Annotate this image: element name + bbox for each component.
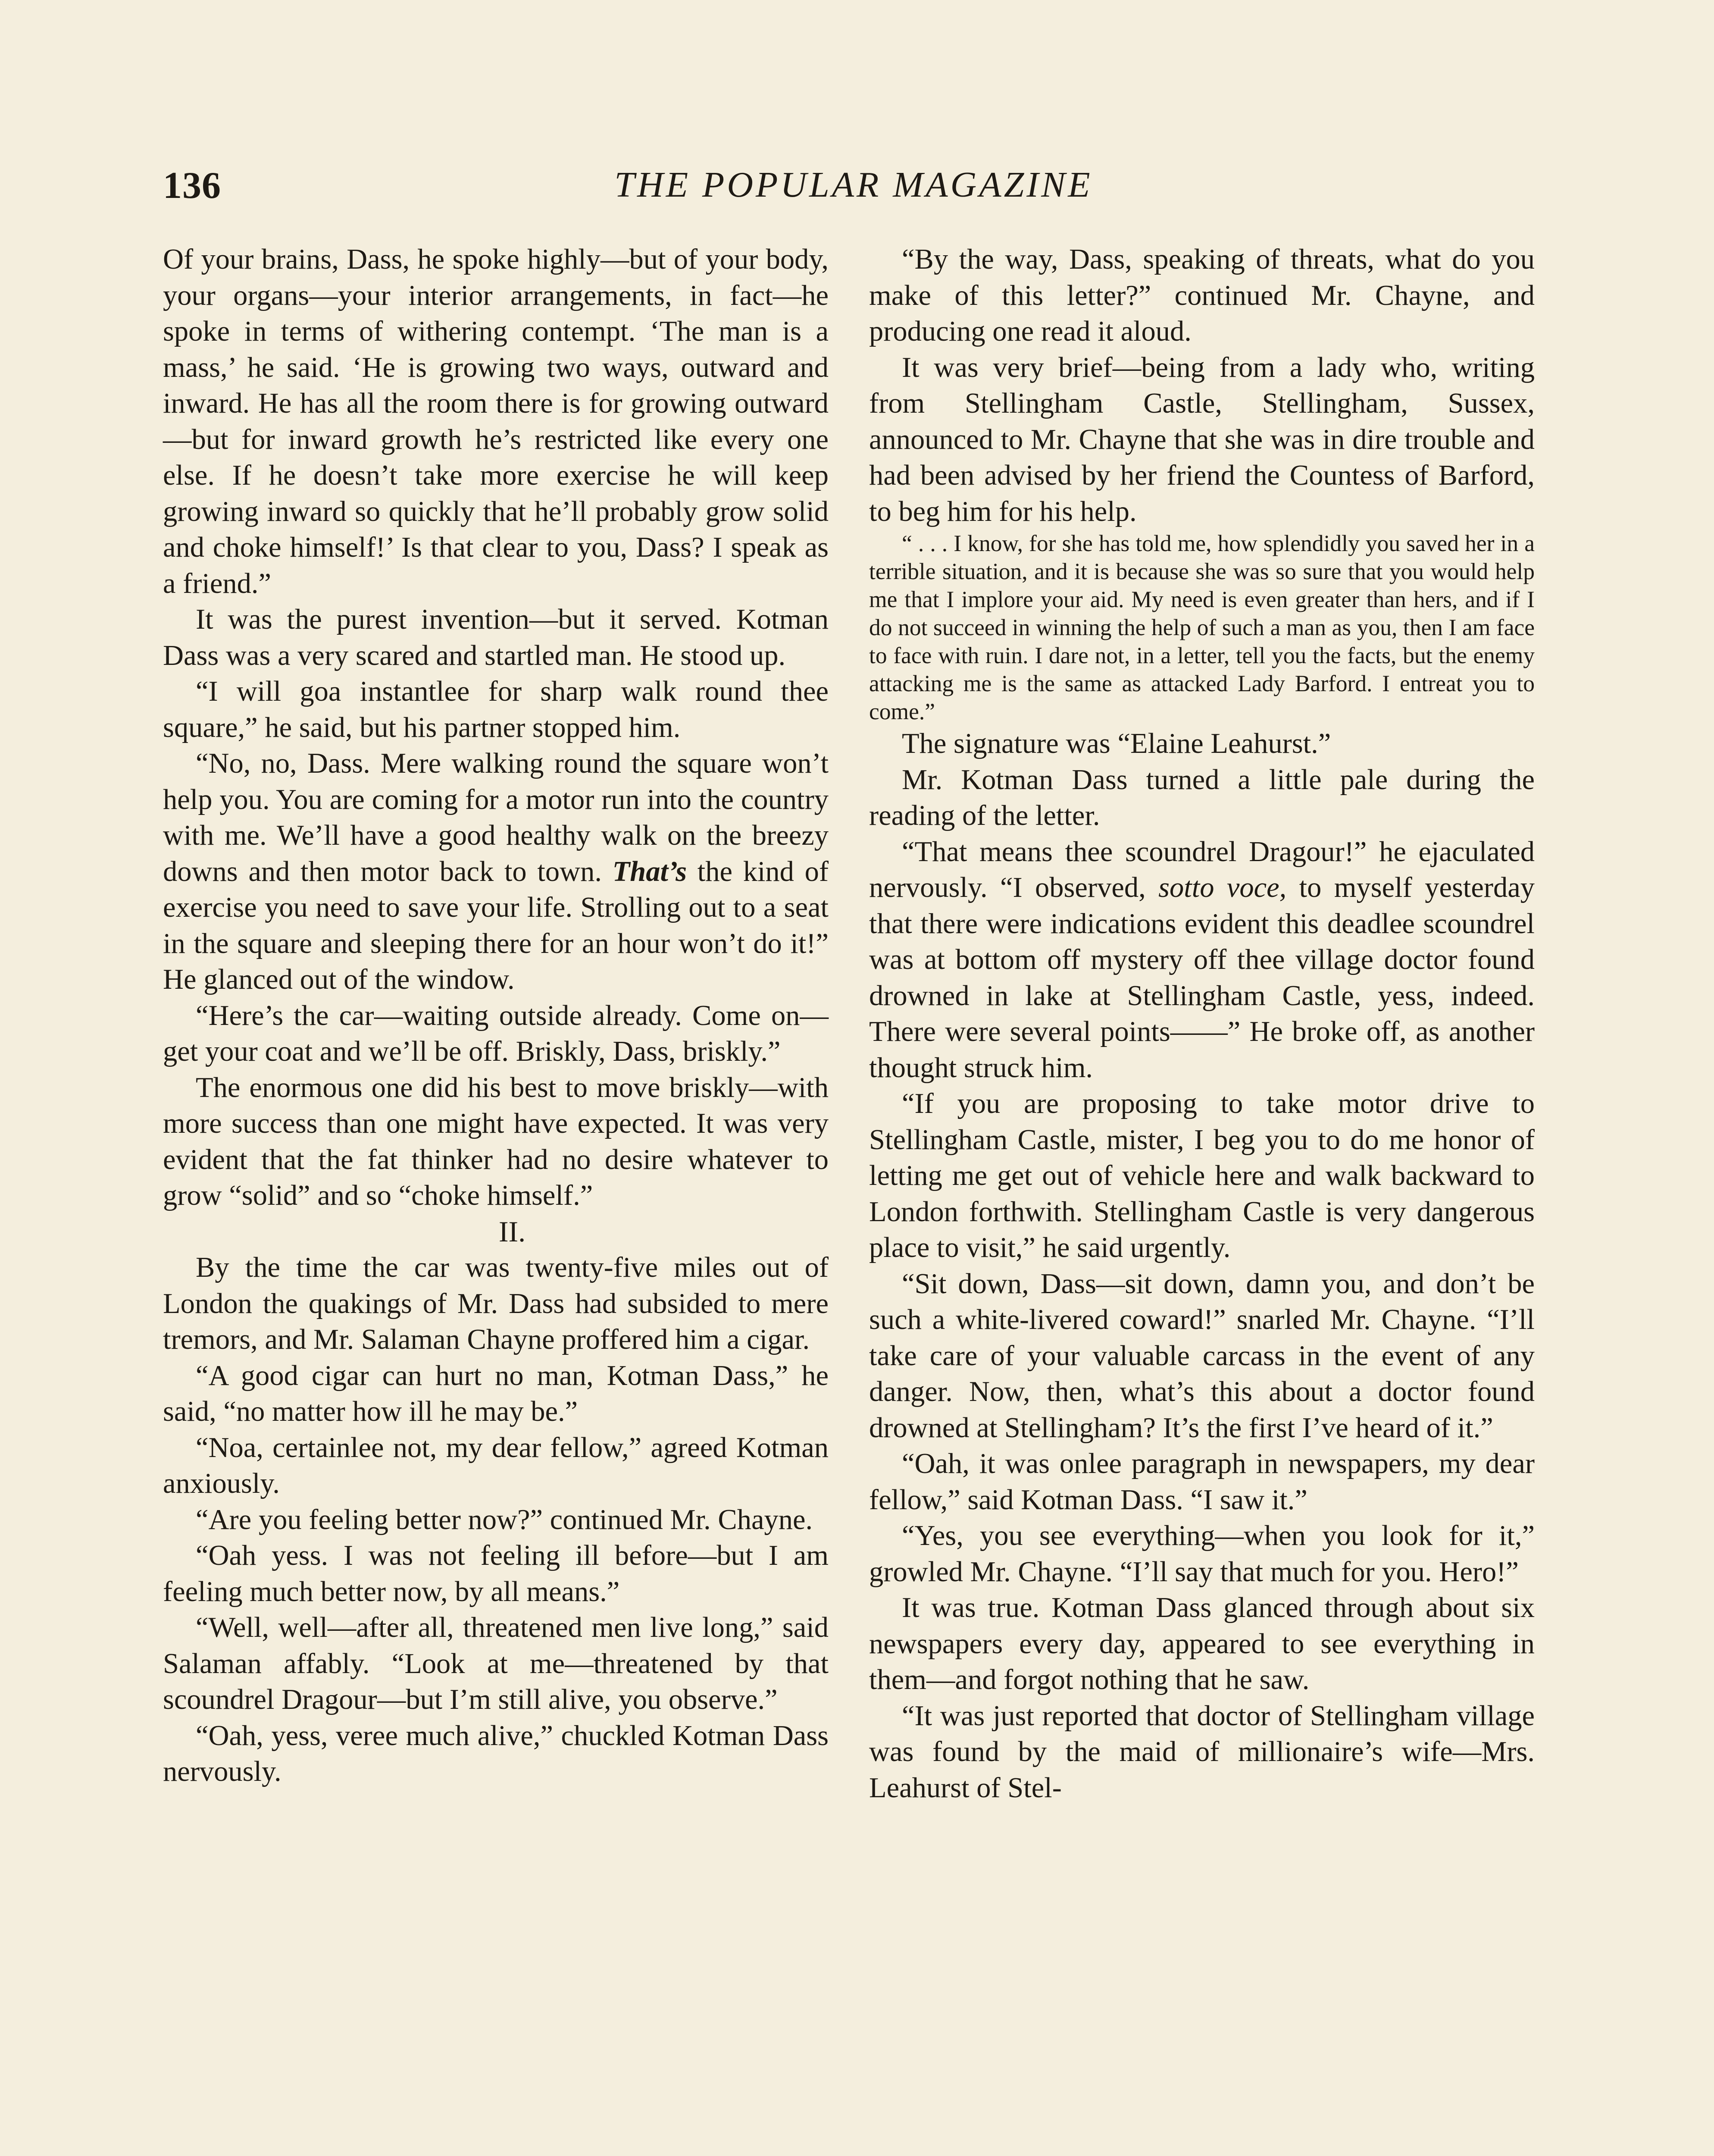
- emphasis: sotto voce,: [1158, 872, 1287, 903]
- paragraph: “Oah, yess, veree much alive,” chuckled Kotman Dass nervously.: [163, 1720, 829, 1787]
- text-run: “No, no, Dass. Mere walking round the square won’t help you. You are coming for a motor run into the country with me. We’ll have a good healthy walk on the breezy downs and then motor back to town.: [163, 748, 829, 887]
- paragraph: “It was just reported that doctor of Stellingham village was found by the maid of millionaire’s wife—Mrs. Leahurst of Stel-: [869, 1700, 1535, 1804]
- paragraph: It was very brief—being from a lady who, writing from Stellingham Castle, Stellingham, Sussex, announced to Mr. Chayne that she was in dire trouble and had been advised by her friend the Countess of Barford, to beg him for his help.: [869, 351, 1535, 527]
- paragraph: “A good cigar can hurt no man, Kotman Dass,” he said, “no matter how ill he may be.”: [163, 1360, 829, 1427]
- paragraph: It was the purest invention—but it served. Kotman Dass was a very scared and startled man. He stood up.: [163, 604, 829, 671]
- paragraph: Mr. Kotman Dass turned a little pale during the reading of the letter.: [869, 764, 1535, 831]
- paragraph: “Sit down, Dass—sit down, damn you, and don’t be such a white-livered coward!” snarled Mr. Chayne. “I’ll take care of your valuable carcass in the event of any danger. Now, then, what’s this about a doctor found drowned at Stellingham? It’s the first I’ve heard of it.”: [869, 1268, 1535, 1444]
- paragraph: “Are you feeling better now?” continued Mr. Chayne.: [196, 1504, 813, 1536]
- paragraph: The enormous one did his best to move briskly—with more success than one might have expected. It was very evident that the fat thinker had no desire whatever to grow “solid” and so “choke himself.”: [163, 1072, 829, 1211]
- paragraph: “By the way, Dass, speaking of threats, what do you make of this letter?” continued Mr. Chayne, and producing one read it aloud.: [869, 244, 1535, 347]
- paragraph: “Oah yess. I was not feeling ill before—but I am feeling much better now, by all means.”: [163, 1540, 829, 1608]
- paragraph: “Here’s the car—waiting outside already. Come on—get your coat and we’ll be off. Briskly, Dass, briskly.”: [163, 1000, 829, 1067]
- paragraph: It was true. Kotman Dass glanced through about six newspapers every day, appeared to see everything in them—and forgot nothing that he saw.: [869, 1592, 1535, 1695]
- text-run: “That means thee scoundrel Dragour!” he ejaculated nervously. “I observed,: [869, 836, 1535, 903]
- paragraph: The signature was “Elaine Leahurst.”: [902, 728, 1331, 759]
- text-run: to myself yesterday that there were indications evident this deadlee scoundrel was at bottom off mystery off thee village doctor found drowned in lake at Stellingham Castle, yess, indeed. There were several points——” He broke off, as another thought struck him.: [869, 872, 1535, 1084]
- right-column: [869, 241, 1535, 1806]
- paragraph: “Noa, certainlee not, my dear fellow,” agreed Kotman anxiously.: [163, 1432, 829, 1499]
- paragraph: “I will goa instantlee for sharp walk round thee square,” he said, but his partner stopped him.: [163, 676, 829, 743]
- paragraph: [869, 834, 1535, 1086]
- running-head: THE POPULAR MAGAZINE: [614, 165, 1093, 205]
- paragraph: Of your brains, Dass, he spoke highly—but of your body, your organs—your interior arrangements, in fact—he spoke in terms of withering contempt. ‘The man is a mass,’ he said. ‘He is growing two ways, outward and inward. He has all the room there is for growing outward—but for inward growth he’s restricted like every one else. If he doesn’t take more exercise he will keep growing inward so quickly that he’ll probably grow solid and choke himself!’ Is that clear to you, Dass? I speak as a friend.”: [163, 244, 829, 599]
- section-heading: II.: [498, 1215, 526, 1248]
- paragraph: “Well, well—after all, threatened men live long,” said Salaman affably. “Look at me—threatened by that scoundrel Dragour—but I’m still alive, you observe.”: [163, 1612, 829, 1715]
- paragraph: [163, 746, 829, 998]
- paragraph: “Oah, it was onlee paragraph in newspapers, my dear fellow,” said Kotman Dass. “I saw it.”: [869, 1448, 1535, 1516]
- emphasis: That’s: [612, 856, 687, 887]
- letter-excerpt: “ . . . I know, for she has told me, how splendidly you saved her in a terrible situation, and it is because she was so sure that you would help me that I implore your aid. My need is even greater than hers, and if I do not succeed in winning the help of such a man as you, then I am face to face with ruin. I dare not, in a letter, tell you the facts, but the enemy attacking me is the same as attacked Lady Barford. I entreat you to come.”: [869, 530, 1535, 724]
- text-run: the kind of exercise you need to save your life. Strolling out to a seat in the square and sleeping there for an hour won’t do it!” He glanced out of the window.: [163, 856, 829, 995]
- page-number: 136: [163, 165, 221, 207]
- paragraph: “If you are proposing to take motor drive to Stellingham Castle, mister, I beg you to do me honor of letting me get out of vehicle here and walk backward to London forthwith. Stellingham Castle is very dangerous place to visit,” he said urgently.: [869, 1088, 1535, 1263]
- paragraph: “Yes, you see everything—when you look for it,” growled Mr. Chayne. “I’ll say that much for you. Hero!”: [869, 1520, 1535, 1588]
- paragraph: By the time the car was twenty-five miles out of London the quakings of Mr. Dass had subsided to mere tremors, and Mr. Salaman Chayne proffered him a cigar.: [163, 1252, 829, 1355]
- left-column: [163, 241, 829, 1790]
